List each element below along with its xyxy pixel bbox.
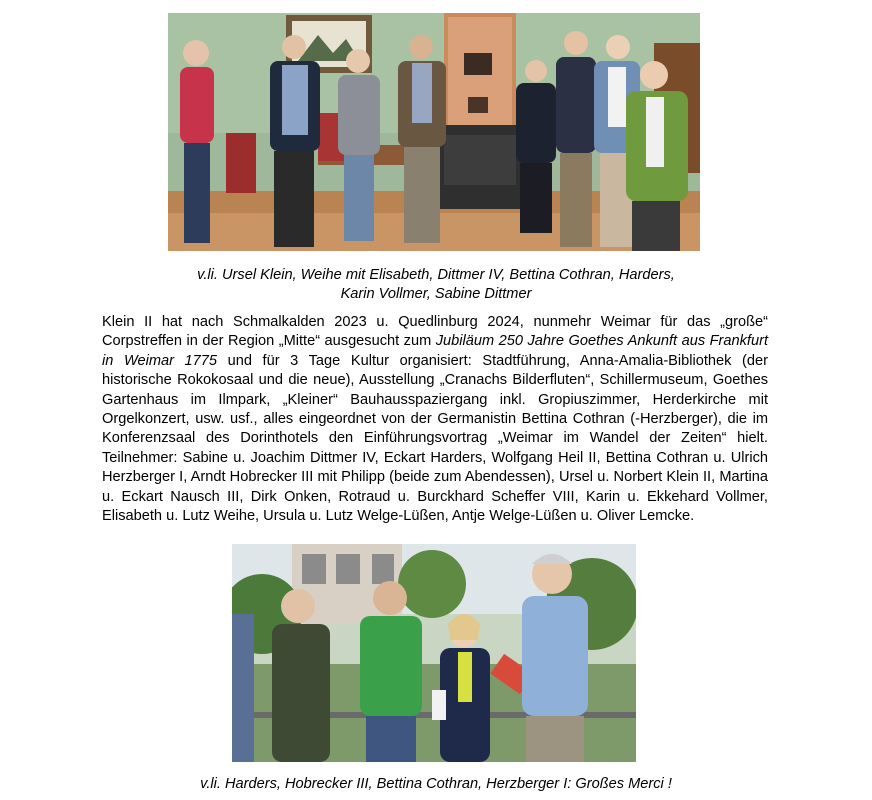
caption-top-line-2: Karin Vollmer, Sabine Dittmer <box>340 286 532 302</box>
group-photo-bottom <box>232 544 636 762</box>
photo-caption-top <box>0 266 872 304</box>
caption-top-line-1: v.li. Ursel Klein, Weihe mit Elisabeth, Dittmer IV, Bettina Cothran, Harders, <box>197 267 675 283</box>
article-paragraph <box>102 313 768 526</box>
photo-caption-bottom: v.li. Harders, Hobrecker III, Bettina Cothran, Herzberger I: Großes Merci ! <box>200 776 672 792</box>
paragraph-text-part-1: Klein II hat nach Schmalkalden 2023 u. Quedlinburg 2024, nunmehr Weimar für das „große“ Corpstreffen in der Region „Mitte“ ausgesucht zum <box>102 314 768 350</box>
paragraph-text-part-2: und für 3 Tage Kultur organisiert: Stadtführung, Anna-Amalia-Bibliothek (der historische Rokokosaal und die neue), Ausstellung „Cranachs Bilderfluten“, Schillermuseum, Goethes Gartenhaus im Ilmpark, „Kleiner“ Bauhausspaziergang inkl. Gropiuszimmer, Herderkirche mit Orgelkonzert, usw. usf., alles eingeordnet von der Germanistin Bettina Cothran (-Herzberger), die im Konferenzsaal des Dorinthotels den Einführungsvortrag „Weimar im Wandel der Zeiten“ hielt. Teilnehmer: Sabine u. Joachim Dittmer IV, Eckart Harders, Wolfgang Heil II, Bettina Cothran u. Ulrich Herzberger I, Arndt Hobrecker III mit Philipp (beide zum Abendessen), Ursel u. Norbert Klein II, Martina u. Eckart Nausch III, Dirk Onken, Rotraud u. Burckhard Scheffer VIII, Karin u. Ekkehard Vollmer, Elisabeth u. Lutz Weihe, Ursula u. Lutz Welge-Lüßen, Antje Welge-Lüßen u. Oliver Lemcke. <box>102 352 768 525</box>
paragraph-italic-phrase: Jubiläum 250 Jahre Goethes Ankunft aus Frankfurt in Weimar 1775 <box>102 333 768 369</box>
group-photo-top <box>168 13 700 251</box>
